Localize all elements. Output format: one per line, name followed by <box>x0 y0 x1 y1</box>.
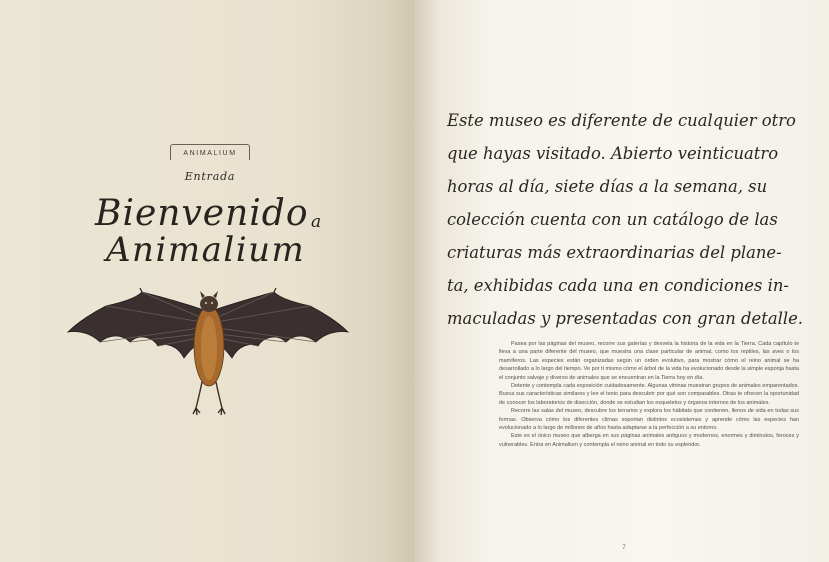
intro-line: colección cuenta con un catálogo de las <box>447 210 778 229</box>
intro-line: ta, exhibidas cada una en condiciones in- <box>447 276 789 295</box>
page-subtitle: Entrada <box>184 170 236 183</box>
intro-line: Este museo es diferente de cualquier otro <box>447 111 796 130</box>
body-paragraph: Este es el único museo que alberga en sus páginas animales antiguos y modernos, enormes y diminutos, feroces y vulnerables. Entra en Animalium y contempla el reino animal en todo su esplendor. <box>499 433 799 448</box>
bat-right-wing <box>214 292 348 358</box>
bat-illustration <box>66 288 350 420</box>
body-paragraph: Detente y contempla cada exposición cuidadosamente. Algunas vitrinas muestran grupos de animales emparentados. Busca sus características similares y lee el texto para descubrir por qué son comparables. Otras te ofrecen la oportunidad de conocer los laboratorios de disección, donde se estudian los esqueletos y órganos internos de los animales. <box>499 383 799 406</box>
intro-line: que hayas visitado. Abierto veinticuatro <box>447 144 779 163</box>
bat-head <box>200 296 218 312</box>
left-page <box>0 0 414 562</box>
intro-line: maculadas y presentadas con gran detalle. <box>447 309 803 328</box>
page-title-line2: Animalium <box>106 230 306 270</box>
intro-paragraph <box>447 104 803 335</box>
body-text <box>499 340 799 449</box>
bat-left-wing <box>68 292 204 358</box>
section-label: ANIMALIUM <box>183 150 237 157</box>
body-paragraph: Recorre las salas del museo, descubre los terrarios y explora los hábitats que contienen, llenos de vida en todas sus formas. Observa cómo los diferentes climas soportan distintos ecosistemas y aprende cómo las especies han evolucionado a lo largo de millones de años hasta adaptarse a la perfección a su entorno. <box>499 408 799 432</box>
body-paragraph: Pasea por las páginas del museo, recorre sus galerías y desvela la historia de la vida en la Tierra. Cada capítulo te lleva a una parte diferente del museo, que muestra una clase particular de animal, como los reptiles, las aves o los mamíferos. Las especies están organizadas según un orden evolutivo, para mostrar cómo el reino animal se ha desarrollado a lo largo del tiempo. Ve por ti mismo cómo el árbol de la vida ha evolucionado desde la simple esponja hasta el conjunto salvaje y diverso de animales que se encuentran en la Tierra hoy en día. <box>499 341 799 381</box>
intro-line: criaturas más extraordinarias del plane- <box>447 243 782 262</box>
page-number: 7 <box>622 545 626 551</box>
intro-line: horas al día, siete días a la semana, su <box>447 177 768 196</box>
page-title-line1: Bienvenido <box>95 193 309 234</box>
page-title-connector: a <box>311 212 322 232</box>
